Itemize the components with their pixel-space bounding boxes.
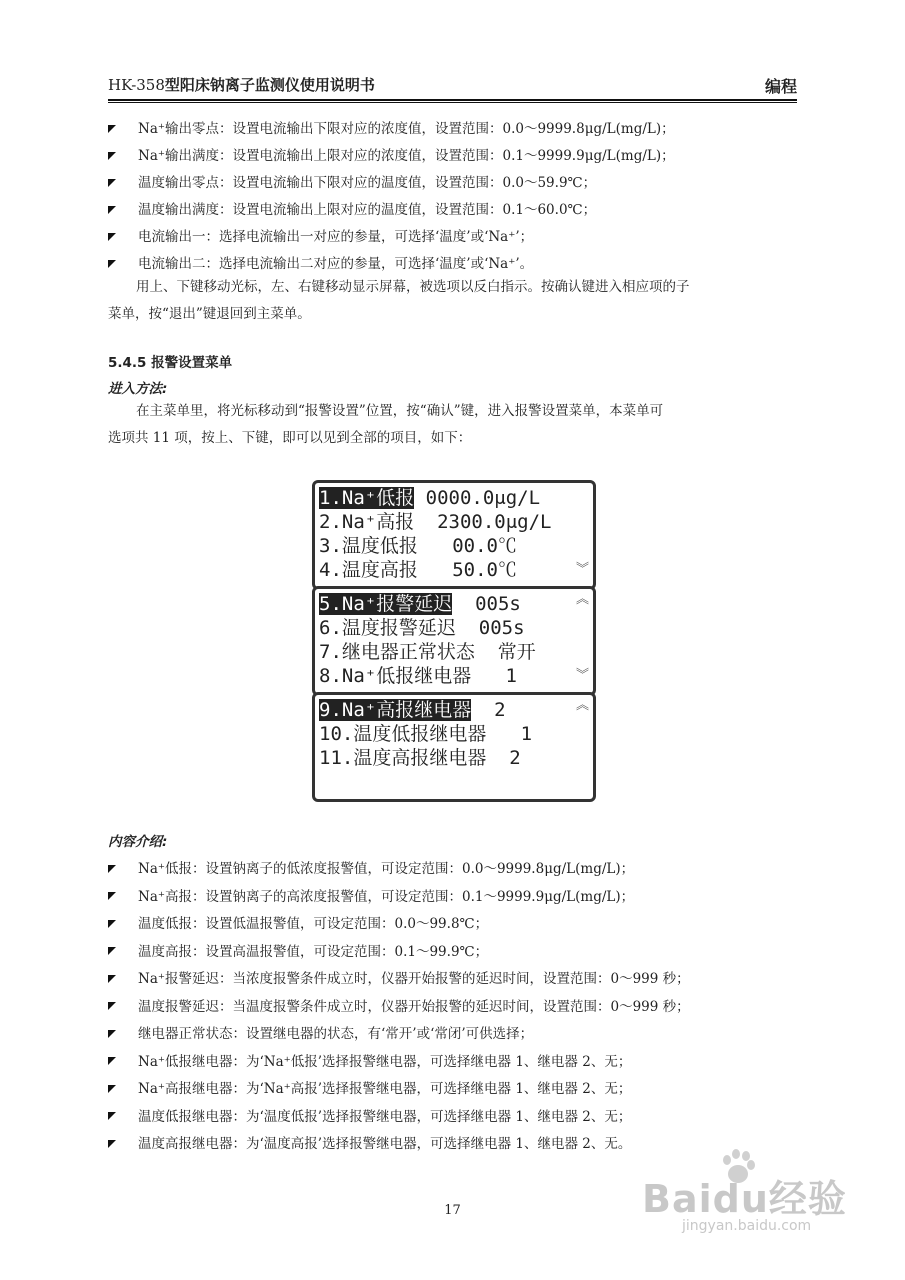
header-rule-thin — [108, 102, 797, 103]
lcd-selected-item: 9.Na⁺高报继电器 — [319, 699, 472, 721]
bullet-triangle-icon — [108, 152, 116, 160]
page-number: 17 — [444, 1203, 461, 1218]
scroll-down-icon: ︾ — [575, 668, 589, 683]
lcd-menu-row: 1.Na⁺低报 0000.0μg/L — [319, 487, 541, 509]
output-item: 温度输出满度：设置电流输出上限对应的温度值，设置范围：0.1～60.0℃； — [108, 198, 596, 218]
lcd-menu-row: 4.温度高报 50.0℃ — [319, 559, 517, 581]
lcd-menu-row: 7.继电器正常状态 常开 — [319, 641, 536, 663]
bullet-triangle-icon — [108, 1057, 116, 1065]
scroll-up-icon: ︽ — [575, 592, 589, 607]
content-item: 继电器正常状态：设置继电器的状态，有‘常开’或‘常闭’可供选择； — [108, 1022, 533, 1042]
bullet-triangle-icon — [108, 1140, 116, 1148]
bullet-triangle-icon — [108, 1030, 116, 1038]
bullet-triangle-icon — [108, 179, 116, 187]
baidu-watermark — [632, 1148, 862, 1248]
content-item: 温度低报继电器：为‘温度低报’选择报警继电器，可选择继电器 1、继电器 2、无； — [108, 1105, 631, 1125]
lcd-screen — [312, 692, 596, 802]
bullet-triangle-icon — [108, 206, 116, 214]
lcd-menu-row: 6.温度报警延迟 005s — [319, 617, 525, 639]
lcd-menu-row: 10.温度低报继电器 1 — [319, 723, 533, 745]
lcd-menu-row: 8.Na⁺低报继电器 1 — [319, 665, 517, 687]
content-item: Na⁺高报：设置钠离子的高浓度报警值，可设定范围：0.1～9999.9μg/L(mg/L)； — [108, 885, 634, 905]
bullet-triangle-icon — [108, 1002, 116, 1010]
content-item: Na⁺低报继电器：为‘Na⁺低报’选择报警继电器，可选择继电器 1、继电器 2、无； — [108, 1050, 631, 1070]
lcd-menu-row: 11.温度高报继电器 2 — [319, 747, 521, 769]
scroll-up-icon: ︽ — [575, 698, 589, 713]
bullet-triangle-icon — [108, 975, 116, 983]
content-item: Na⁺高报继电器：为‘Na⁺高报’选择报警继电器，可选择继电器 1、继电器 2、无； — [108, 1077, 631, 1097]
scroll-down-icon: ︾ — [575, 562, 589, 577]
lcd-menu-row: 2.Na⁺高报 2300.0μg/L — [319, 511, 552, 533]
bullet-triangle-icon — [108, 1112, 116, 1120]
bullet-triangle-icon — [108, 947, 116, 955]
bullet-triangle-icon — [108, 920, 116, 928]
output-item: Na⁺输出零点：设置电流输出下限对应的浓度值，设置范围：0.0～9999.8μg/L(mg/L)； — [108, 117, 675, 137]
lcd-menu-row: 5.Na⁺报警延迟 005s — [319, 593, 521, 615]
content-intro-label: 内容介绍: — [108, 834, 168, 850]
lcd-screen — [312, 586, 596, 696]
output-item: 电流输出二：选择电流输出二对应的参量，可选择‘温度’或‘Na⁺’。 — [108, 252, 533, 272]
output-item: 电流输出一：选择电流输出一对应的参量，可选择‘温度’或‘Na⁺’； — [108, 225, 533, 245]
lcd-menu-row: 9.Na⁺高报继电器 2 — [319, 699, 506, 721]
content-item: Na⁺低报：设置钠离子的低浓度报警值，可设定范围：0.0～9999.8μg/L(mg/L)； — [108, 857, 634, 877]
watermark-url: jingyan.baidu.com — [682, 1218, 812, 1234]
lcd-screen — [312, 480, 596, 590]
section-title: 5.4.5 报警设置菜单 — [108, 355, 233, 371]
bullet-triangle-icon — [108, 865, 116, 873]
navigation-paragraph: 用上、下键移动光标，左、右键移动显示屏幕，被选项以反白指示。按确认键进入相应项的子 菜单，按“退出”键退回到主菜单。 — [108, 279, 690, 322]
lcd-selected-item: 5.Na⁺报警延迟 — [319, 593, 453, 615]
enter-method-label: 进入方法: — [108, 381, 168, 397]
enter-method-paragraph: 在主菜单里，将光标移动到“报警设置”位置，按“确认”键，进入报警设置菜单，本菜单可 选项共 11 项，按上、下键，即可以见到全部的项目，如下： — [108, 403, 664, 446]
content-item: Na⁺报警延迟：当浓度报警条件成立时，仪器开始报警的延迟时间，设置范围：0～999 秒； — [108, 967, 690, 987]
output-item: Na⁺输出满度：设置电流输出上限对应的浓度值，设置范围：0.1～9999.9μg/L(mg/L)； — [108, 144, 675, 164]
lcd-menu-row: 3.温度低报 00.0℃ — [319, 535, 517, 557]
content-item: 温度报警延迟：当温度报警条件成立时，仪器开始报警的延迟时间，设置范围：0～999 秒； — [108, 995, 690, 1015]
bullet-triangle-icon — [108, 125, 116, 133]
bullet-triangle-icon — [108, 260, 116, 268]
content-item: 温度低报：设置低温报警值，可设定范围：0.0～99.8℃； — [108, 912, 488, 932]
output-item: 温度输出零点：设置电流输出下限对应的温度值，设置范围：0.0～59.9℃； — [108, 171, 596, 191]
bullet-triangle-icon — [108, 1085, 116, 1093]
header-rule — [108, 99, 797, 101]
lcd-selected-item: 1.Na⁺低报 — [319, 487, 415, 509]
header-section: 编程 — [764, 77, 797, 96]
watermark-brand: Baidu经验 — [642, 1177, 847, 1221]
content-item: 温度高报：设置高温报警值，可设定范围：0.1～99.9℃； — [108, 940, 488, 960]
header-title: HK-358型阳床钠离子监测仪使用说明书 — [108, 76, 375, 94]
content-item: 温度高报继电器：为‘温度高报’选择报警继电器，可选择继电器 1、继电器 2、无。 — [108, 1132, 631, 1152]
page-header — [108, 74, 797, 98]
bullet-triangle-icon — [108, 892, 116, 900]
bullet-triangle-icon — [108, 233, 116, 241]
